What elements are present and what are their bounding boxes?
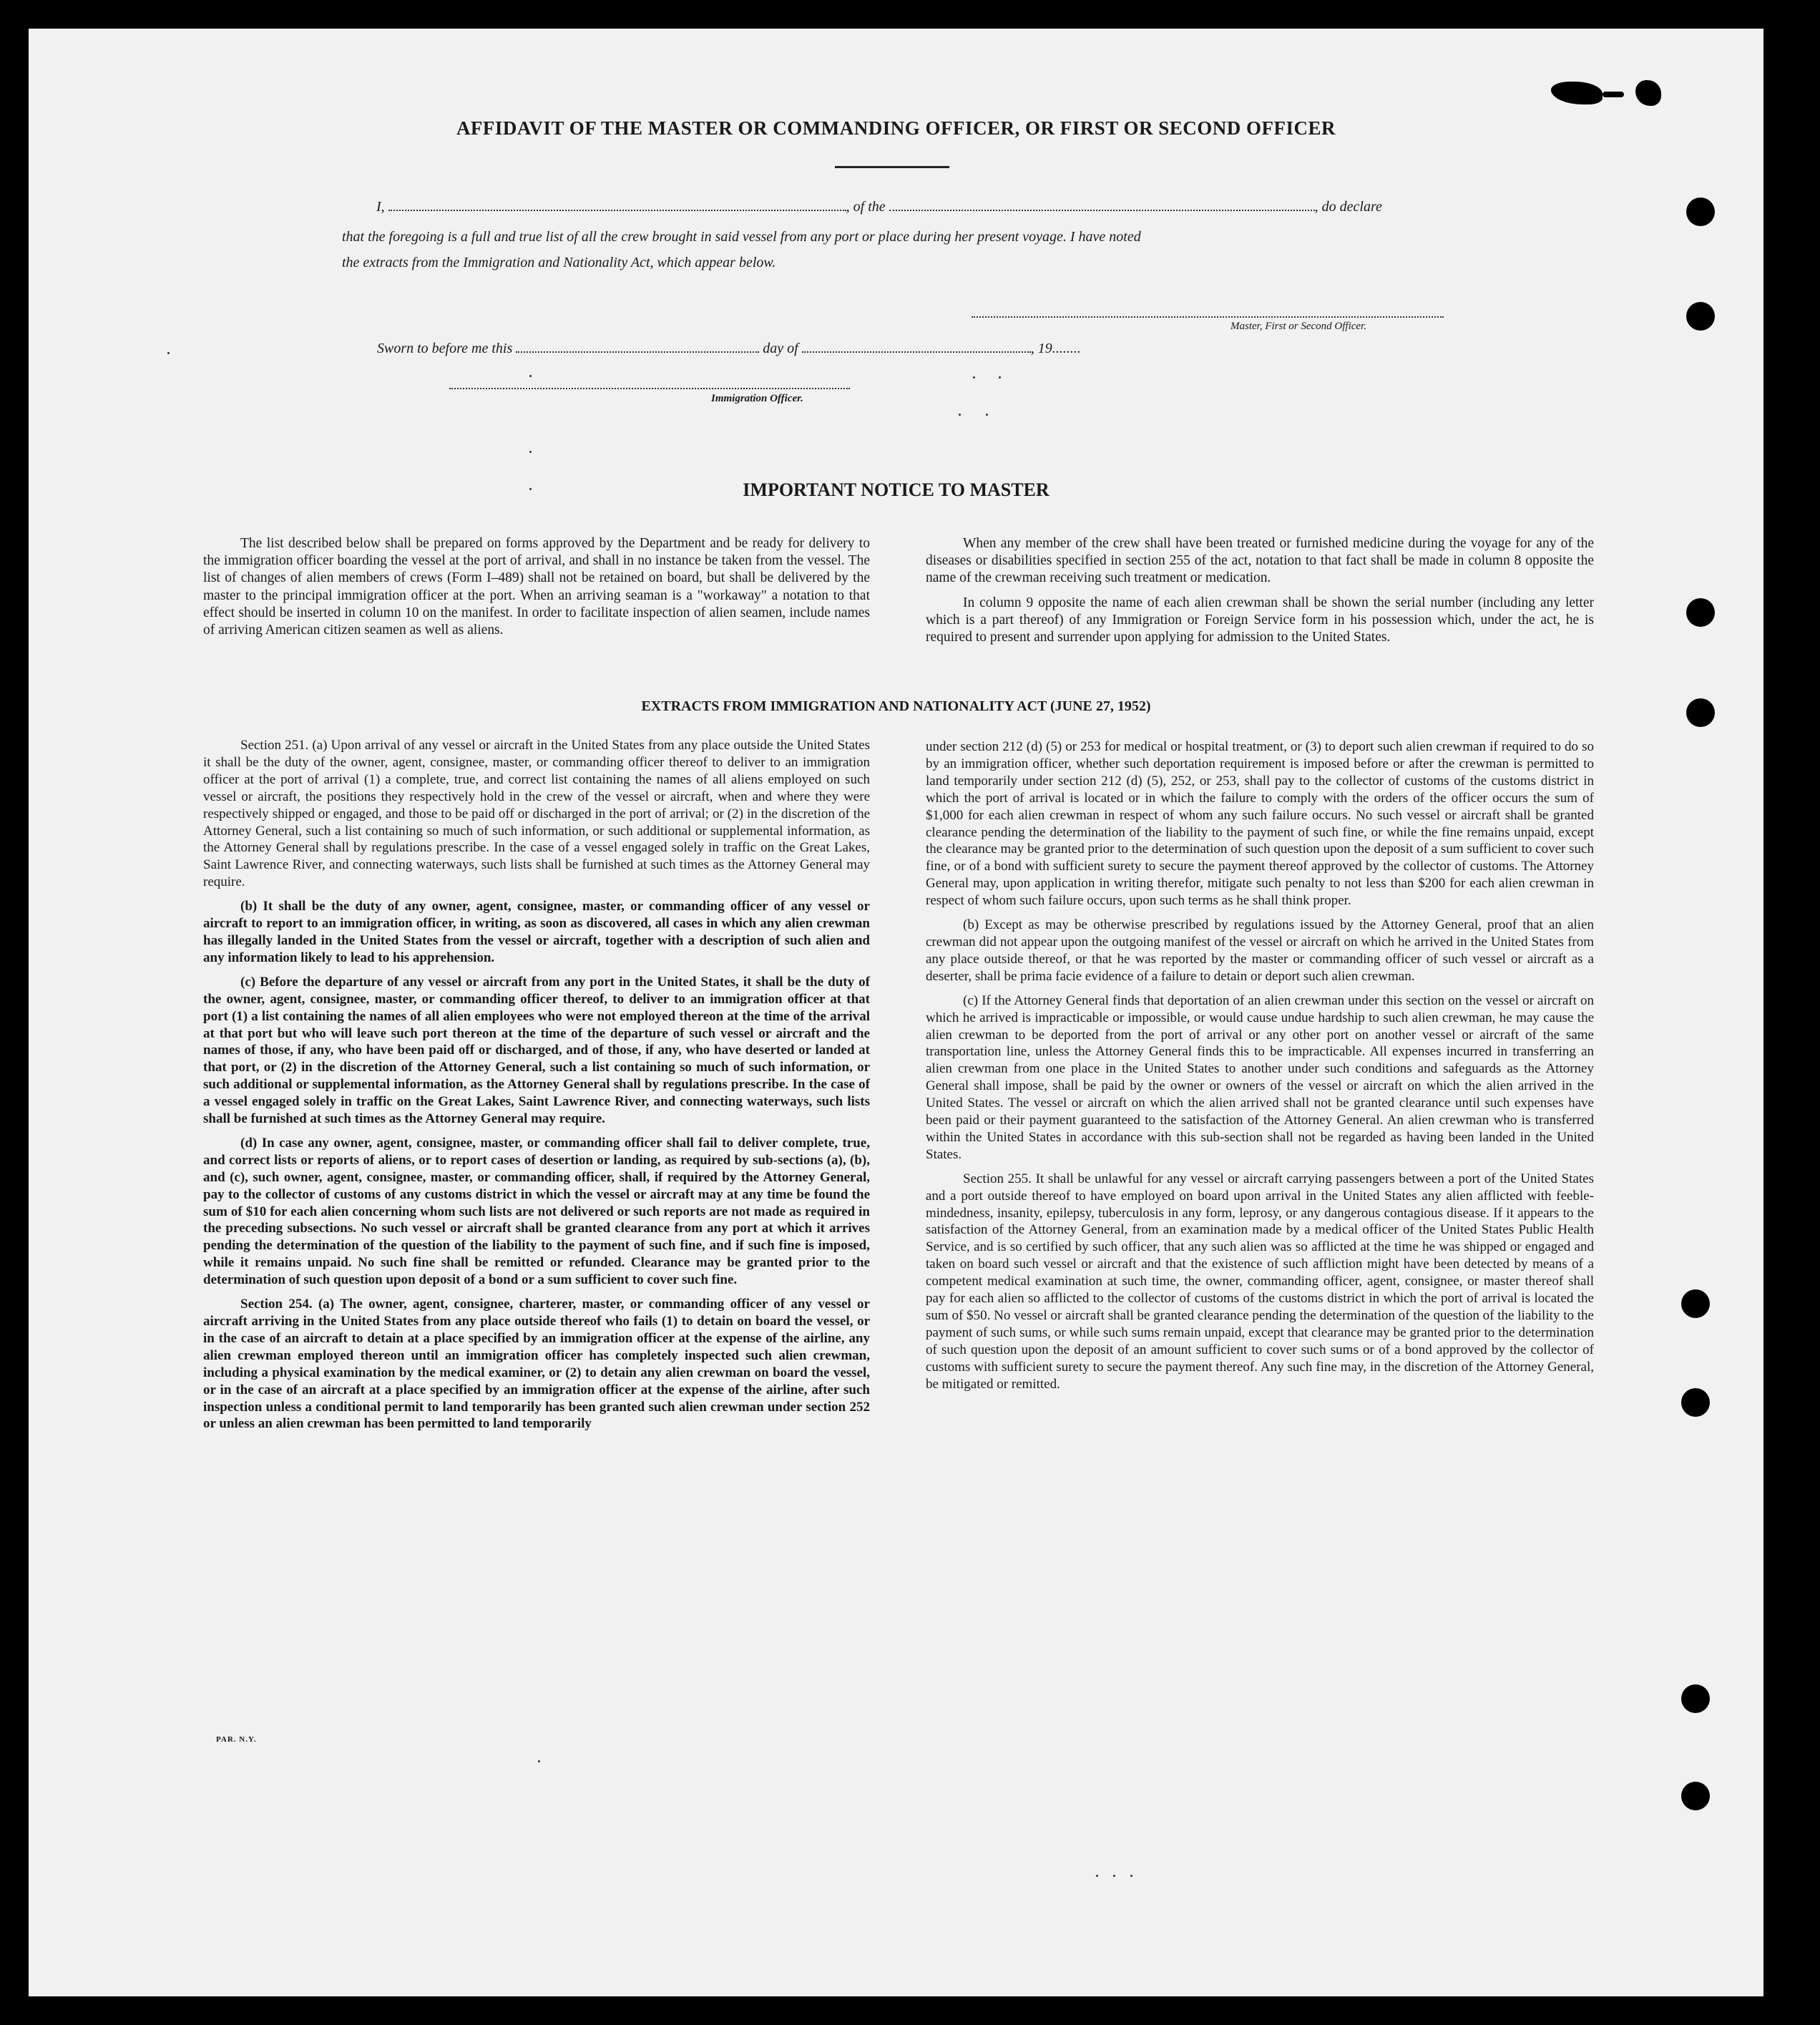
- ink-blot: [1551, 82, 1603, 104]
- speck: [973, 376, 975, 379]
- master-signature-line[interactable]: [972, 316, 1444, 318]
- speck: [1130, 1875, 1132, 1877]
- section-254-b: (b) Except as may be otherwise prescribed by regulations issued by the Attorney General, proof that an alien crewman did not appear upon the outgoing manifest of the vessel or aircraft on which he arrived in the United States from any place outside thereof, or that he was reported by the master or commanding officer of such vessel or aircraft as a deserter, shall be prima facie evidence of a failure to detain or deport such alien crewman.: [926, 917, 1594, 984]
- punch-hole: [1681, 1782, 1710, 1810]
- sworn-label: Sworn to before me this: [377, 341, 513, 356]
- ink-blot: [1603, 92, 1624, 97]
- speck: [167, 352, 170, 354]
- do-declare-label: , do declare: [1314, 199, 1382, 215]
- officer-signature-line[interactable]: [449, 388, 850, 389]
- year-label: , 19........: [1030, 341, 1081, 356]
- printer-mark: PAR. N.Y.: [216, 1735, 257, 1744]
- extracts-left-column: [203, 737, 870, 1440]
- i-label: I,: [376, 199, 385, 215]
- punch-hole: [1686, 302, 1715, 331]
- section-255: Section 255. It shall be unlawful for any vessel or aircraft carrying passengers between a port of the United States and a port outside thereof to have employed on board upon arrival in the United States any alien afflicted with feeble-mindedness, insanity, epilepsy, tuberculosis in any form, leprosy, or any dangerous contagious disease. If it appears to the satisfaction of the Attorney General, from an examination made by a medical officer of the United States Public Health Service, and is so certified by such officer, that any such alien was so afflicted at the time he was shipped or engaged and taken on board such vessel or aircraft and that the existence of such affliction might have been detected by means of a competent medical examination at such time, the owner, commanding officer, agent, consignee, or master thereof shall pay for each alien so afflicted to the collector of customs of the customs district in which the port of arrival is located the sum of $50. No vessel or aircraft shall be granted clearance pending the determination of the question of the liability to the payment of such sums, or while such sums remain unpaid, except that clearance may be granted prior to the determination of such question upon the deposit of an amount sufficient to cover such sums or of a bond approved by the collector of customs with sufficient surety to secure the payment thereof. Any such fine may, in the discretion of the Attorney General, be mitigated or remitted.: [926, 1171, 1594, 1392]
- punch-hole: [1681, 1684, 1710, 1713]
- punch-hole: [1681, 1289, 1710, 1318]
- notice-right-paragraph-1: When any member of the crew shall have been treated or furnished medicine during the voyage for any of the diseases or disabilities specified in section 255 of the act, notation to that fact shall be made in column 8 opposite the name of the crewman receiving such treatment or medication.: [926, 536, 1594, 586]
- speck: [1096, 1875, 1098, 1877]
- punch-hole: [1681, 1388, 1710, 1417]
- declaration-line-3: the extracts from the Immigration and Nationality Act, which appear below.: [342, 255, 776, 270]
- ink-blot: [1635, 80, 1661, 106]
- section-254-c: (c) If the Attorney General finds that deportation of an alien crewman under this section on the vessel or aircraft on which he arrived is impracticable or impossible, or would cause undue hardship to such alien crewman, he may cause the alien crewman to be deported from the port of arrival or any other port on another vessel or aircraft of the same transportation line, unless the Attorney General finds this to be impracticable. All expenses incurred in transferring an alien crewman from one place in the United States to another under such conditions and safeguards as the Attorney General shall impose, shall be paid by the owner or owners of the vessel or aircraft on which the alien arrived in the United States. The vessel or aircraft on which the alien arrived shall not be granted clearance until such expenses have been paid or their payment guaranteed to the satisfaction of the Attorney General. An alien crewman who is transferred within the United States in accordance with this sub-section shall not be regarded as having been landed in the United States.: [926, 992, 1594, 1162]
- speck: [1113, 1875, 1115, 1877]
- notice-right-column: [926, 535, 1594, 653]
- master-caption: Master, First or Second Officer.: [1231, 321, 1366, 332]
- speck: [529, 451, 532, 453]
- title-underline: [835, 166, 949, 168]
- punch-hole: [1686, 197, 1715, 226]
- declaration-line-1: [376, 199, 1382, 215]
- sworn-month-blank[interactable]: [802, 351, 1031, 353]
- extracts-title: EXTRACTS FROM IMMIGRATION AND NATIONALITY ACT (JUNE 27, 1952): [641, 698, 1151, 714]
- extracts-right-column: [926, 738, 1594, 1400]
- vessel-blank[interactable]: [889, 209, 1315, 211]
- officer-caption: Immigration Officer.: [711, 393, 803, 404]
- section-254-a-continued: under section 212 (d) (5) or 253 for medical or hospital treatment, or (3) to deport such alien crewman if required to do so by an immigration officer, whether such deportation requirement is imposed before or after the crewman is permitted to land temporarily under section 212 (d) (5), 252, or 253, shall pay to the collector of customs of the customs district in which the port of arrival is located or in which the failure to comply with the orders of the officer occurs the sum of $1,000 for each alien crewman in respect of whom any such failure occurs. No such vessel or aircraft shall be granted clearance pending the determination of the liability to the payment of such fine, or while the fine remains unpaid, except the clearance may be granted prior to the determination of such question upon the deposit of a sum sufficient to cover such fine, or of a bond with sufficient surety to secure the payment thereof approved by the collector of customs. The Attorney General may, upon application in writing therefor, mitigate such penalty to not less than $200 for each alien crewman in respect of whom such failure occurs, upon such terms as he shall think proper.: [926, 739, 1594, 909]
- section-251-b: (b) It shall be the duty of any owner, agent, consignee, master, or commanding officer of any vessel or aircraft to report to an immigration officer, in writing, as soon as discovered, all cases in which any alien crewman has illegally landed in the United States from the vessel or aircraft, together with a description of such alien and any information likely to lead to his apprehension.: [203, 899, 870, 965]
- section-251-a: Section 251. (a) Upon arrival of any vessel or aircraft in the United States from any place outside the United States it shall be the duty of the owner, agent, consignee, master, or commanding officer thereof to deliver to an immigration officer at the port of arrival (1) a complete, true, and correct list containing the names of all aliens employed on such vessel or aircraft, the positions they respectively hold in the crew of the vessel or aircraft, when and where they were respectively shipped or engaged, and those to be paid off or discharged in the port of arrival; or (2) in the discretion of the Attorney General, such a list containing so much of such information, or such additional or supplemental information, as the Attorney General shall by regulations prescribe. In the case of a vessel engaged solely in traffic on the Great Lakes, Saint Lawrence River, and connecting waterways, such lists shall be furnished at such times as the Attorney General may require.: [203, 738, 870, 890]
- name-blank[interactable]: [388, 209, 846, 211]
- affidavit-title: AFFIDAVIT OF THE MASTER OR COMMANDING OFFICER, OR FIRST OR SECOND OFFICER: [456, 117, 1336, 139]
- day-of-label: day of: [763, 341, 798, 356]
- of-the-label: , of the: [846, 199, 886, 215]
- document-page: [29, 29, 1763, 1996]
- speck: [986, 414, 988, 416]
- notice-title: IMPORTANT NOTICE TO MASTER: [743, 479, 1050, 500]
- punch-hole: [1686, 598, 1715, 627]
- notice-left-column: [203, 535, 870, 646]
- sworn-line: [377, 341, 1081, 357]
- declaration-line-2: that the foregoing is a full and true list of all the crew brought in said vessel from any port or place during her present voyage. I have noted: [342, 229, 1141, 245]
- speck: [999, 376, 1001, 379]
- section-251-c: (c) Before the departure of any vessel or aircraft from any port in the United States, it shall be the duty of the owner, agent, consignee, master, or commanding officer thereof, to deliver to an immigration officer at that port (1) a list containing the names of all alien employees who were not employed thereon at the time of the arrival at that port but who will leave such port thereon at the time of the departure of such vessel or aircraft and the names of those, if any, who have been paid off or discharged, and of those, if any, who have deserted or landed at that port, or (2) in the discretion of the Attorney General, such a list containing so much of such information, or such additional or supplemental information, as the Attorney General shall by regulations prescribe. In the case of a vessel engaged solely in traffic on the Great Lakes, Saint Lawrence River, and connecting waterways, such lists shall be furnished at such times as the Attorney General may require.: [203, 974, 870, 1127]
- notice-left-paragraph: The list described below shall be prepared on forms approved by the Department and be ready for delivery to the immigration officer boarding the vessel at the port of arrival, and shall in no instance be taken from the vessel. The list of changes of alien members of crews (Form I–489) shall not be retained on board, but shall be delivered by the master to the principal immigration officer at the port. When an arriving seaman is a "workaway" a notation to that effect should be inserted in column 10 on the manifest. In order to facilitate inspection of alien seamen, include names of arriving American citizen seamen as well as aliens.: [203, 536, 870, 638]
- section-251-d: (d) In case any owner, agent, consignee, master, or commanding officer shall fail to deliver complete, true, and correct lists or reports of aliens, or to report cases of desertion or landing, as required by sub-sections (a), (b), and (c), such owner, agent, consignee, master, or commanding officer, shall, if required by the Attorney General, pay to the collector of customs of any customs district in which the vessel or aircraft may at any time be found the sum of $10 for each alien concerning whom such lists are not delivered or such reports are not made as required in the preceding subsections. No such vessel or aircraft shall be granted clearance from any port at which it arrives pending the determination of the question of the liability to the payment of such fine, and if such fine is imposed, while it remains unpaid. No such fine shall be remitted or refunded. Clearance may be granted prior to the determination of such question upon deposit of a bond or a sum sufficient to cover such fine.: [203, 1135, 870, 1288]
- speck: [529, 375, 532, 377]
- notice-right-paragraph-2: In column 9 opposite the name of each alien crewman shall be shown the serial number (including any letter which is a part thereof) of any Immigration or Foreign Service form in his possession which, under the act, he is required to present and surrender upon applying for admission to the United States.: [926, 595, 1594, 645]
- speck: [959, 414, 961, 416]
- sworn-day-blank[interactable]: [516, 351, 759, 353]
- section-254-a: Section 254. (a) The owner, agent, consignee, charterer, master, or commanding officer of any vessel or aircraft arriving in the United States from any place outside thereof who fails (1) to detain on board the vessel, or in the case of an aircraft to detain at a place specified by an immigration officer at the expense of the airline, any alien crewman employed thereon until an immigration officer has completely inspected such alien crewman, including a physical examination by the medical examiner, or (2) to detain any alien crewman on board the vessel, or in the case of an aircraft at a place specified by an immigration officer at the expense of the airline, after such inspection unless a conditional permit to land temporarily has been granted such alien crewman under section 252 or unless an alien crewman has been permitted to land temporarily: [203, 1297, 870, 1432]
- speck: [538, 1760, 540, 1762]
